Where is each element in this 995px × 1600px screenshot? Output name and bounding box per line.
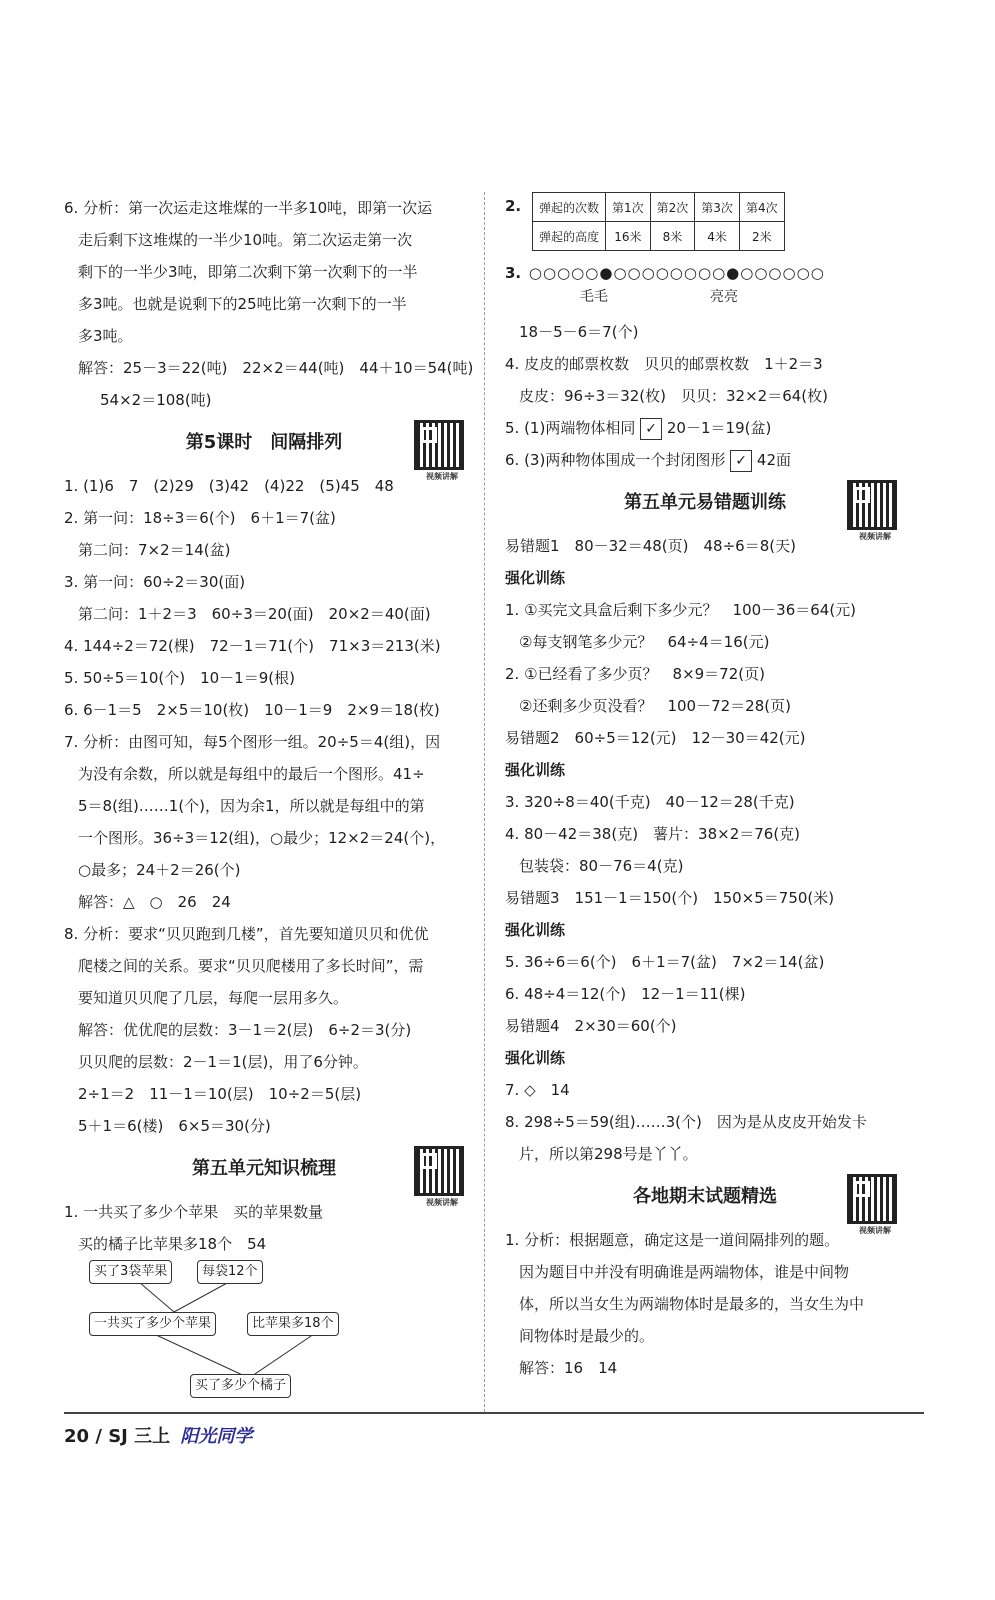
answer-line: 18－5－6＝7(个) — [519, 323, 639, 341]
answer-line: 为没有余数，所以就是每组中的最后一个图形。41÷ — [78, 765, 425, 783]
brand-logo: 阳光同学 — [180, 1426, 253, 1447]
footer-separator: / — [95, 1426, 102, 1447]
section-title: 第5课时 间隔排列 — [185, 432, 343, 453]
section-title: 各地期末试题精选 — [633, 1186, 777, 1207]
answer-line: 易错题3 151－1＝150(个) 150×5＝750(米) — [505, 889, 835, 907]
qr-caption: 视频讲解 — [859, 532, 891, 541]
answer-line: 4. 144÷2＝72(棵) 72－1＝71(个) 71×3＝213(米) — [64, 637, 441, 655]
answer-line: 5. 36÷6＝6(个) 6＋1＝7(盆) 7×2＝14(盆) — [505, 953, 825, 971]
name-label: 亮亮 — [710, 289, 738, 305]
answer-line: 解答：25－3＝22(吨) 22×2＝44(吨) 44＋10＝54(吨) — [78, 359, 474, 377]
answer-line: 1. 一共买了多少个苹果 买的苹果数量 — [64, 1203, 324, 1221]
diagram-box: 每袋12个 — [197, 1260, 263, 1284]
diagram-box: 比苹果多18个 — [247, 1312, 339, 1336]
answer-line: 第二问：7×2＝14(盆) — [78, 541, 231, 559]
answer-line: 5＝8(组)……1(个)，因为余1，所以就是每组中的第 — [78, 797, 425, 815]
table-row — [533, 222, 785, 251]
answer-line: 3. 第一问：60÷2＝30(面) — [64, 573, 246, 591]
qr-code-icon[interactable] — [847, 1174, 897, 1224]
answer-line: 易错题1 80－32＝48(页) 48÷6＝8(天) — [505, 537, 796, 555]
right-column — [505, 192, 905, 1384]
answer-line: 4. 80－42＝38(克) 薯片：38×2＝76(克) — [505, 825, 801, 843]
answer-line: ②还剩多少页没看？ 100－72＝28(页) — [519, 697, 791, 715]
q6-text: 6. (3)两种物体围成一个封闭图形 — [505, 451, 726, 469]
answer-line: 一个图形。36÷3＝12(组)，○最少；12×2＝24(个)， — [78, 829, 446, 847]
table-cell: 16米 — [606, 222, 651, 251]
table-cell: 8米 — [650, 222, 695, 251]
subheading: 强化训练 — [505, 569, 566, 587]
section-title: 第五单元易错题训练 — [624, 492, 786, 513]
answer-line: 5. 50÷5＝10(个) 10－1＝9(根) — [64, 669, 295, 687]
answer-line: 2. ①已经看了多少页？ 8×9＝72(页) — [505, 665, 765, 683]
answer-line: 解答：16 14 — [519, 1359, 618, 1377]
answer-line: 剩下的一半少3吨，即第二次剩下第一次剩下的一半 — [78, 263, 418, 281]
question-number: 3. — [505, 264, 522, 282]
diagram-box: 一共买了多少个苹果 — [89, 1312, 216, 1336]
qr-code-icon[interactable] — [847, 480, 897, 530]
question-2 — [505, 192, 905, 260]
answer-line: 1. (1)6 7 (2)29 (3)42 (4)22 (5)45 48 — [64, 477, 394, 495]
answer-line: 多3吨。也就是说剩下的25吨比第一次剩下的一半 — [78, 295, 407, 313]
answer-line: 多3吨。 — [78, 327, 133, 345]
answer-line: 皮皮：96÷3＝32(枚) 贝贝：32×2＝64(枚) — [519, 387, 828, 405]
footer-rule — [64, 1412, 924, 1414]
section-heading — [505, 1170, 905, 1235]
table-cell: 第1次 — [606, 193, 651, 222]
series-label: SJ 三上 — [108, 1426, 171, 1447]
section-title: 第五单元知识梳理 — [192, 1158, 336, 1179]
left-column — [64, 192, 474, 1400]
subheading: 强化训练 — [505, 1049, 566, 1067]
answer-line — [505, 444, 905, 476]
table-cell: 4米 — [695, 222, 740, 251]
diagram-box: 买了多少个橘子 — [190, 1374, 291, 1398]
table-cell: 第3次 — [695, 193, 740, 222]
name-label: 毛毛 — [580, 289, 608, 305]
answer-line: 片，所以第298号是丫丫。 — [519, 1145, 698, 1163]
answer-line — [505, 412, 905, 444]
answer-line: 5＋1＝6(楼) 6×5＝30(分) — [78, 1117, 271, 1135]
qr-caption: 视频讲解 — [426, 472, 458, 481]
table-cell: 第4次 — [739, 193, 784, 222]
answer-line: ②每支钢笔多少元？ 64÷4＝16(元) — [519, 633, 770, 651]
q5-text: 5. (1)两端物体相同 — [505, 419, 636, 437]
flow-diagram — [64, 1260, 464, 1400]
answer-line: 体，所以当女生为两端物体时是最多的，当女生为中 — [519, 1295, 865, 1313]
table-cell: 弹起的次数 — [533, 193, 606, 222]
answer-line: 爬楼之间的关系。要求“贝贝爬楼用了多长时间”，需 — [78, 957, 424, 975]
qr-caption: 视频讲解 — [859, 1226, 891, 1235]
answer-line: 走后剩下这堆煤的一半少10吨。第二次运走第一次 — [78, 231, 413, 249]
q6-answer: 42面 — [756, 451, 791, 469]
table-cell: 弹起的高度 — [533, 222, 606, 251]
table-row — [533, 193, 785, 222]
table-cell: 2米 — [739, 222, 784, 251]
answer-line: 2. 第一问：18÷3＝6(个) 6＋1＝7(盆) — [64, 509, 336, 527]
answer-line: 1. ①买完文具盒后剩下多少元？ 100－36＝64(元) — [505, 601, 857, 619]
answer-line: 6. 6－1＝5 2×5＝10(枚) 10－1＝9 2×9＝18(枚) — [64, 701, 440, 719]
qr-caption: 视频讲解 — [426, 1198, 458, 1207]
answer-line: 6. 分析：第一次运走这堆煤的一半多10吨，即第一次运 — [64, 199, 433, 217]
column-divider — [484, 192, 485, 1412]
answer-line: 2÷1＝2 11－1＝10(层) 10÷2＝5(层) — [78, 1085, 362, 1103]
answer-line: 第二问：1＋2＝3 60÷3＝20(面) 20×2＝40(面) — [78, 605, 431, 623]
answer-line: 贝贝爬的层数：2－1＝1(层)，用了6分钟。 — [78, 1053, 368, 1071]
question-number: 2. — [505, 197, 522, 215]
diagram-box: 买了3袋苹果 — [89, 1260, 172, 1284]
answer-line: 8. 298÷5＝59(组)……3(个) 因为是从皮皮开始发卡 — [505, 1113, 867, 1131]
qr-code-icon[interactable] — [414, 1146, 464, 1196]
section-heading — [64, 1142, 464, 1207]
answer-line: 3. 320÷8＝40(千克) 40－12＝28(千克) — [505, 793, 795, 811]
footer-line — [64, 1422, 252, 1448]
answer-line: 包装袋：80－76＝4(克) — [519, 857, 684, 875]
answer-line: 6. 48÷4＝12(个) 12－1＝11(棵) — [505, 985, 746, 1003]
subheading: 强化训练 — [505, 761, 566, 779]
answer-line: 54×2＝108(吨) — [100, 391, 212, 409]
section-heading — [64, 416, 464, 481]
question-3 — [505, 260, 905, 316]
answer-line: 间物体时是最少的。 — [519, 1327, 655, 1345]
section-heading — [505, 476, 905, 541]
answer-line: 易错题4 2×30＝60(个) — [505, 1017, 677, 1035]
answer-line: 8. 分析：要求“贝贝跑到几楼”，首先要知道贝贝和优优 — [64, 925, 429, 943]
answer-line: 因为题目中并没有明确谁是两端物体，谁是中间物 — [519, 1263, 850, 1281]
table-cell: 第2次 — [650, 193, 695, 222]
answer-line: 解答：优优爬的层数：3－1＝2(层) 6÷2＝3(分) — [78, 1021, 412, 1039]
answer-line: 解答：△ ○ 26 24 — [78, 893, 231, 911]
q5-answer: 20－1＝19(盆) — [666, 419, 772, 437]
subheading: 强化训练 — [505, 921, 566, 939]
answer-line: 要知道贝贝爬了几层，每爬一层用多久。 — [78, 989, 349, 1007]
answer-line: 1. 分析：根据题意，确定这是一道间隔排列的题。 — [505, 1231, 840, 1249]
answer-line: 易错题2 60÷5＝12(元) 12－30＝42(元) — [505, 729, 806, 747]
circle-sequence: ○○○○○●○○○○○○○○●○○○○○○ — [528, 264, 825, 282]
answer-line: 7. 分析：由图可知，每5个图形一组。20÷5＝4(组)，因 — [64, 733, 441, 751]
answer-line: 7. ◇ 14 — [505, 1081, 570, 1099]
check-icon: ✓ — [640, 418, 662, 440]
bounce-table — [532, 192, 785, 251]
page-number: 20 — [64, 1426, 90, 1447]
answer-line: 买的橘子比苹果多18个 54 — [78, 1235, 267, 1253]
answer-line: ○最多；24＋2＝26(个) — [78, 861, 241, 879]
answer-line: 4. 皮皮的邮票枚数 贝贝的邮票枚数 1＋2＝3 — [505, 355, 823, 373]
qr-code-icon[interactable] — [414, 420, 464, 470]
check-icon: ✓ — [730, 450, 752, 472]
